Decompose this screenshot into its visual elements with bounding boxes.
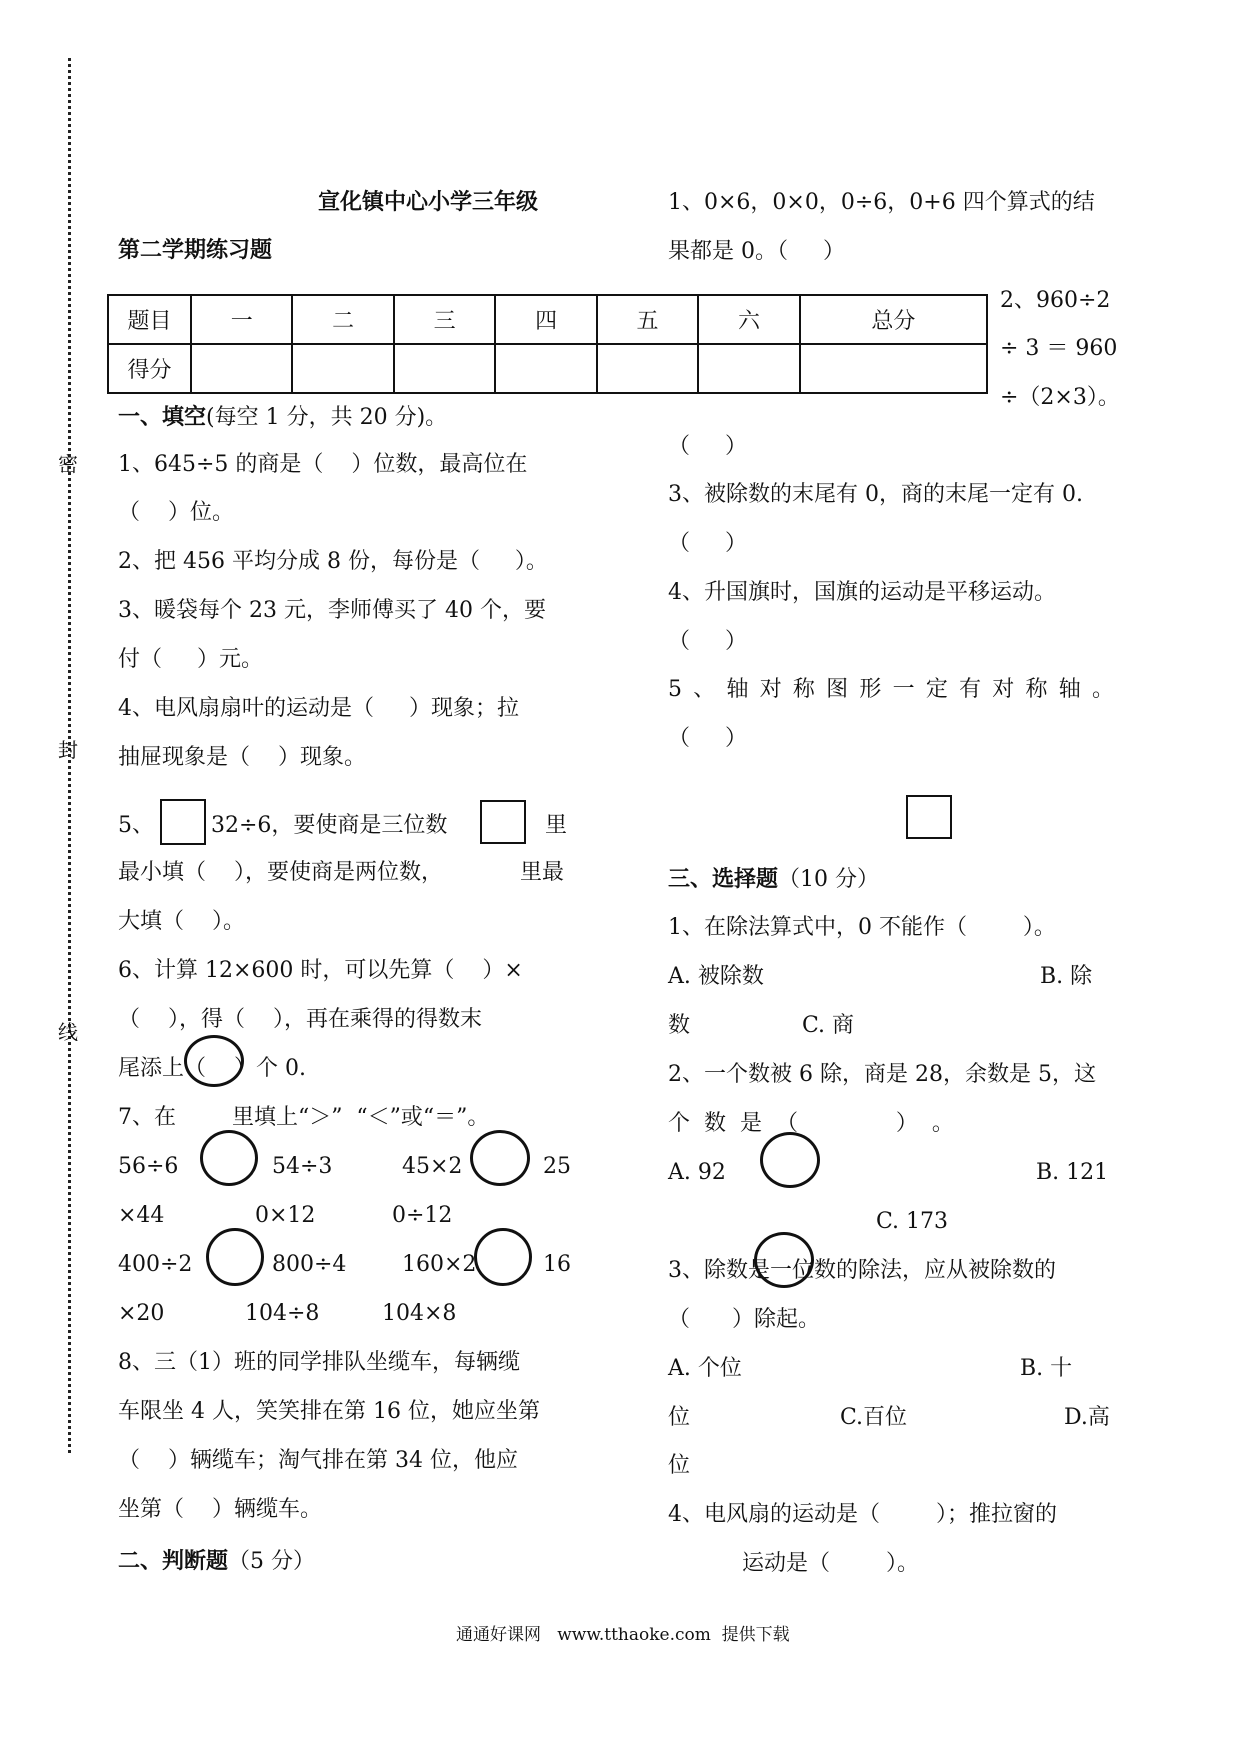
- seal-char-1: 密: [58, 452, 78, 476]
- q5-number: 5、: [118, 813, 154, 838]
- q7-expr: 104×8: [382, 1301, 457, 1326]
- choice-option[interactable]: A. 个位: [668, 1356, 742, 1381]
- judge-line: 1、0×6，0×0，0÷6，0+6 四个算式的结: [668, 190, 1095, 215]
- judge-line: （ ）: [668, 629, 747, 654]
- judge-line: （ ）: [668, 726, 747, 751]
- compare-circle[interactable]: [470, 1130, 530, 1186]
- section1-title: 一、填空: [118, 404, 207, 430]
- choice-option: 数: [668, 1013, 691, 1038]
- q7-expr: 54÷3: [272, 1154, 333, 1179]
- judge-line: ÷ 3 ＝ 960: [1000, 336, 1118, 361]
- section1-note: (每空 1 分，共 20 分)。: [206, 405, 448, 430]
- choice-option[interactable]: A. 92: [668, 1160, 726, 1185]
- q6-line: 6、计算 12×600 时，可以先算（ ）×: [118, 958, 523, 983]
- q7-expr: ×20: [118, 1301, 165, 1326]
- q7-expr: 104÷8: [245, 1301, 320, 1326]
- choice-question: 3、除数是一位数的除法，应从被除数的: [668, 1258, 1056, 1283]
- choice-question: 4、电风扇的运动是（ ）；推拉窗的: [668, 1502, 1057, 1527]
- choice-option: 位: [668, 1453, 691, 1478]
- seal-char-2: 封: [58, 738, 78, 762]
- section2-note: （5 分）: [228, 1549, 316, 1574]
- question-line: 2、把 456 平均分成 8 份，每份是（ ）。: [118, 549, 548, 574]
- table-cell: 一: [191, 295, 292, 344]
- compare-circle[interactable]: [206, 1228, 264, 1286]
- compare-circle[interactable]: [754, 1232, 814, 1288]
- q7-expr: 800÷4: [272, 1252, 347, 1277]
- judge-line: 果都是 0。（ ）: [668, 239, 845, 264]
- question-line: （ ）位。: [118, 500, 234, 525]
- choice-option[interactable]: B. 121: [1036, 1160, 1109, 1185]
- choice-option[interactable]: C. 商: [802, 1013, 855, 1038]
- question-line: 4、电风扇扇叶的运动是（ ）现象；拉: [118, 696, 519, 721]
- judge-line: 4、升国旗时，国旗的运动是平移运动。: [668, 580, 1056, 605]
- section3-heading: [668, 866, 879, 893]
- judge-line: （ ）: [668, 531, 747, 556]
- q8-line: 车限坐 4 人，笑笑排在第 16 位，她应坐第: [118, 1399, 540, 1424]
- q7-intro: 7、在 里填上“＞” “＜”或“＝”。: [118, 1105, 490, 1130]
- judge-line: 3、被除数的末尾有 0，商的末尾一定有 0.: [668, 482, 1083, 507]
- question-line: 抽屉现象是（ ）现象。: [118, 745, 366, 770]
- choice-option[interactable]: B. 除: [1040, 964, 1093, 989]
- seal-char-3: 线: [58, 1020, 78, 1044]
- footer-credit: 通通好课网 www.tthaoke.com 提供下载: [456, 1625, 790, 1645]
- choice-option[interactable]: A. 被除数: [668, 964, 764, 989]
- q7-expr: ×44: [118, 1203, 165, 1228]
- question-line: 付（ ）元。: [118, 647, 263, 672]
- q7-expr: 56÷6: [118, 1154, 179, 1179]
- score-table-header-row: [108, 295, 987, 344]
- score-table-score-row: [108, 344, 987, 393]
- choice-question: （ ）除起。: [668, 1307, 820, 1332]
- q7-expr: 45×2: [402, 1154, 463, 1179]
- score-input-cell[interactable]: [394, 344, 495, 393]
- table-cell: 题目: [108, 295, 191, 344]
- q7-expr: 25: [543, 1154, 571, 1179]
- table-cell: 得分: [108, 344, 191, 393]
- q8-line: 8、三（1）班的同学排队坐缆车，每辆缆: [118, 1350, 520, 1375]
- question-line: 3、暖袋每个 23 元，李师傅买了 40 个，要: [118, 598, 546, 623]
- score-input-cell[interactable]: [597, 344, 698, 393]
- q7-expr: 0÷12: [392, 1203, 453, 1228]
- score-input-cell[interactable]: [292, 344, 393, 393]
- question-line: 1、645÷5 的商是（ ）位数，最高位在: [118, 452, 528, 477]
- judge-line: （ ）: [668, 434, 747, 459]
- score-input-cell[interactable]: [191, 344, 292, 393]
- score-input-cell[interactable]: [698, 344, 799, 393]
- choice-option: 位: [668, 1405, 691, 1430]
- page-subtitle: 第二学期练习题: [118, 237, 273, 263]
- judge-line: ÷（2×3）。: [1000, 385, 1120, 410]
- q6-line: 尾添上（ ）个 0.: [118, 1056, 306, 1081]
- choice-question: 1、在除法算式中，0 不能作（ ）。: [668, 915, 1056, 940]
- table-cell: 五: [597, 295, 698, 344]
- score-table: [107, 294, 988, 394]
- choice-option[interactable]: B. 十: [1020, 1356, 1073, 1381]
- choice-question: 2、一个数被 6 除，商是 28，余数是 5，这: [668, 1062, 1096, 1087]
- q5-text: 大填（ ）。: [118, 909, 245, 934]
- q7-expr: 0×12: [255, 1203, 316, 1228]
- q7-expr: 160×2: [402, 1252, 477, 1277]
- table-cell: 四: [495, 295, 596, 344]
- q5-text: 里最: [520, 860, 565, 885]
- section2-title: 二、判断题: [118, 1548, 229, 1574]
- page-title: 宣化镇中心小学三年级: [318, 189, 539, 215]
- q5-text: 32÷6，要使商是三位数: [211, 813, 448, 838]
- choice-question: 运动是（ ）。: [742, 1551, 919, 1576]
- q5-text: 最小填（ ），要使商是两位数，: [118, 860, 443, 885]
- q7-expr: 16: [543, 1252, 571, 1277]
- choice-option[interactable]: C. 173: [876, 1209, 949, 1234]
- judge-line: 2、960÷2: [1000, 288, 1111, 313]
- choice-option[interactable]: D.高: [1064, 1405, 1110, 1430]
- table-cell: 六: [698, 295, 799, 344]
- q8-line: 坐第（ ）辆缆车。: [118, 1497, 322, 1522]
- table-cell: 总分: [800, 295, 987, 344]
- q6-line: （ ），得（ ），再在乘得的得数末: [118, 1007, 482, 1032]
- compare-circle[interactable]: [200, 1130, 258, 1186]
- answer-box[interactable]: [906, 795, 952, 839]
- score-input-cell[interactable]: [495, 344, 596, 393]
- section3-note: （10 分）: [778, 867, 880, 892]
- judge-line: 5、轴对称图形一定有对称轴。: [668, 677, 1114, 702]
- table-cell: 三: [394, 295, 495, 344]
- q8-line: （ ）辆缆车；淘气排在第 34 位，他应: [118, 1448, 518, 1473]
- q5-text: 里: [545, 813, 568, 838]
- answer-box[interactable]: [160, 799, 206, 845]
- q7-expr: 400÷2: [118, 1252, 193, 1277]
- choice-question: 个 数 是 （ ） 。: [668, 1111, 954, 1136]
- choice-option[interactable]: C.百位: [840, 1405, 908, 1430]
- section1-heading: [118, 404, 447, 431]
- section3-title: 三、选择题: [668, 866, 779, 892]
- section2-heading: [118, 1548, 315, 1575]
- answer-box[interactable]: [480, 800, 526, 844]
- table-cell: 二: [292, 295, 393, 344]
- compare-circle[interactable]: [184, 1035, 244, 1087]
- compare-circle[interactable]: [474, 1228, 532, 1286]
- score-input-cell[interactable]: [800, 344, 987, 393]
- compare-circle[interactable]: [760, 1132, 820, 1188]
